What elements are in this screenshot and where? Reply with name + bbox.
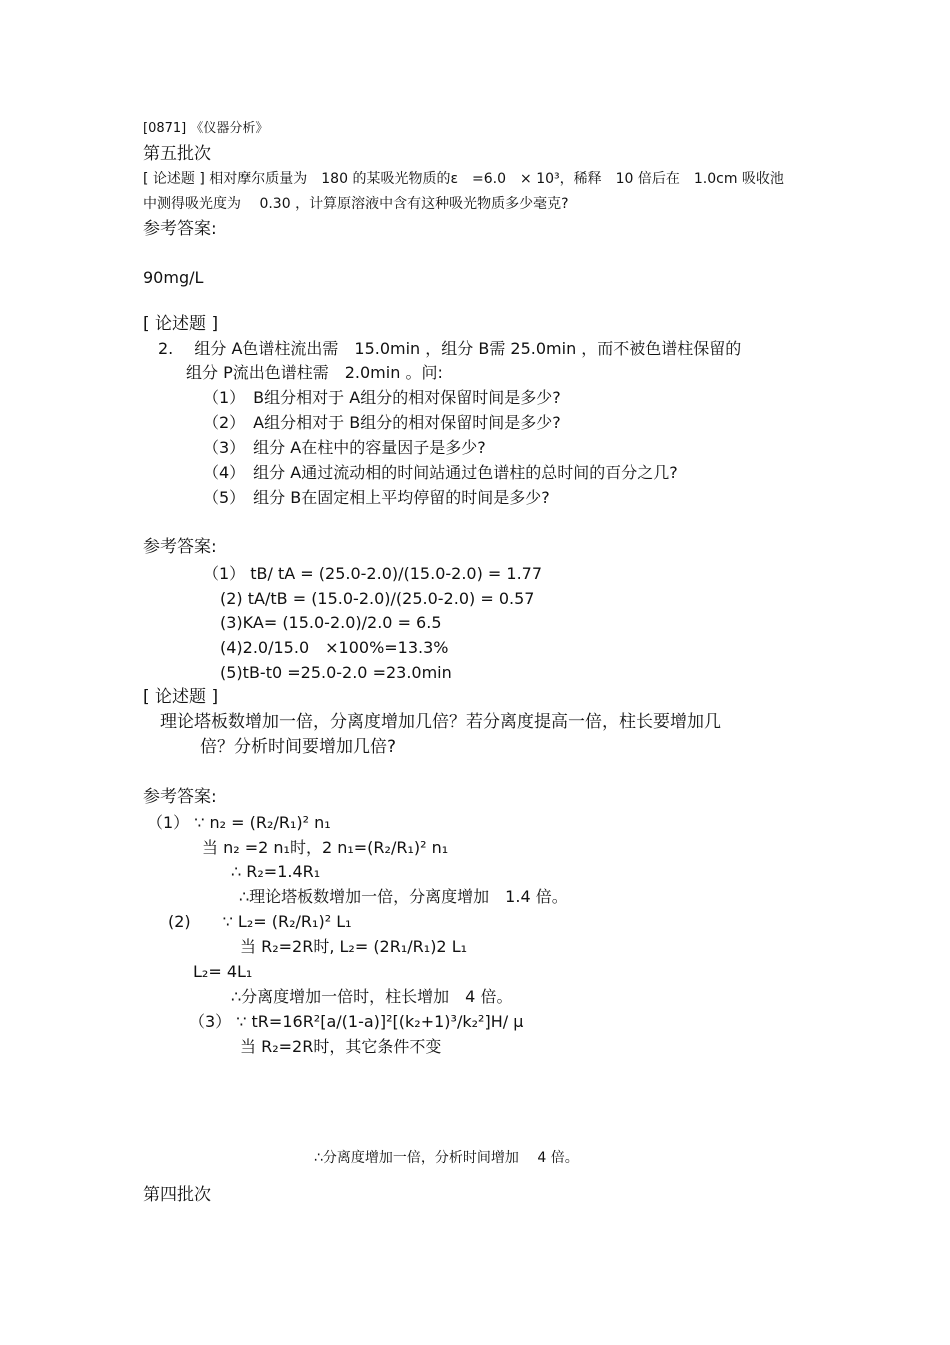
q2-item-4: （4） 组分 A通过流动相的时间站通过色谱柱的总时间的百分之几? [203,463,678,482]
batch-heading-5: 第五批次 [143,144,211,164]
q2-item-1: （1） B组分相对于 A组分的相对保留时间是多少? [203,388,561,407]
q1-line-2: 中测得吸光度为 0.30 ，计算原溶液中含有这种吸光物质多少毫克? [143,196,569,212]
q1-line-1: [ 论述题 ] 相对摩尔质量为 180 的某吸光物质的ε =6.0 × 10³，稀释 10 倍后在 1.0cm 吸收池 [143,171,784,187]
q2-answer-label: 参考答案: [143,537,217,557]
q2-tag: [ 论述题 ] [143,314,219,334]
q3-answer-7: L₂= 4L₁ [193,962,253,981]
q2-answer-5: (5)tB-t0 =25.0-2.0 =23.0min [220,663,452,682]
q2-answer-4: (4)2.0/15.0 ×100%=13.3% [220,638,449,657]
q3-answer-label: 参考答案: [143,787,217,807]
q2-item-5: （5） 组分 B在固定相上平均停留的时间是多少? [203,488,550,507]
batch-heading-4: 第四批次 [143,1185,211,1205]
q2-item-3: （3） 组分 A在柱中的容量因子是多少? [203,438,486,457]
q2-answer-2: (2) tA/tB = (15.0-2.0)/(25.0-2.0) = 0.57 [220,589,535,608]
q2-answer-3: (3)KA= (15.0-2.0)/2.0 = 6.5 [220,613,442,632]
q3-answer-5: (2) ∵ L₂= (R₂/R₁)² L₁ [168,912,352,931]
q2-answer-1: （1） tB/ tA = (25.0-2.0)/(15.0-2.0) = 1.77 [203,564,543,583]
q3-answer-2: 当 n₂ =2 n₁时，2 n₁=(R₂/R₁)² n₁ [202,838,449,857]
q3-conclusion: ∴分离度增加一倍，分析时间增加 4 倍。 [314,1150,579,1166]
q3-line-1: 理论塔板数增加一倍，分离度增加几倍？若分离度提高一倍，柱长要增加几 [160,712,721,732]
q3-answer-1: （1） ∵ n₂ = (R₂/R₁)² n₁ [147,813,331,832]
q2-line-1: 2. 组分 A色谱柱流出需 15.0min ，组分 B需 25.0min ，而不被色谱柱保留的 [158,339,742,358]
q1-answer: 90mg/L [143,268,204,287]
q1-answer-label: 参考答案: [143,219,217,239]
q3-answer-8: ∴分离度增加一倍时，柱长增加 4 倍。 [231,987,513,1006]
q3-answer-6: 当 R₂=2R时, L₂= (2R₁/R₁)2 L₁ [240,937,468,956]
q2-item-2: （2） A组分相对于 B组分的相对保留时间是多少? [203,413,561,432]
q3-answer-10: 当 R₂=2R时，其它条件不变 [240,1037,442,1056]
q3-line-2: 倍？分析时间要增加几倍? [200,737,397,757]
q3-answer-9: （3） ∵ tR=16R²[a/(1-a)]²[(k₂+1)³/k₂²]H/ μ [189,1012,524,1031]
q3-answer-4: ∴理论塔板数增加一倍，分离度增加 1.4 倍。 [239,887,568,906]
q3-tag: [ 论述题 ] [143,687,219,707]
q3-answer-3: ∴ R₂=1.4R₁ [231,862,321,881]
course-title: [0871] 《仪器分析》 [143,121,269,136]
q2-line-2: 组分 P流出色谱柱需 2.0min 。问: [186,363,443,382]
